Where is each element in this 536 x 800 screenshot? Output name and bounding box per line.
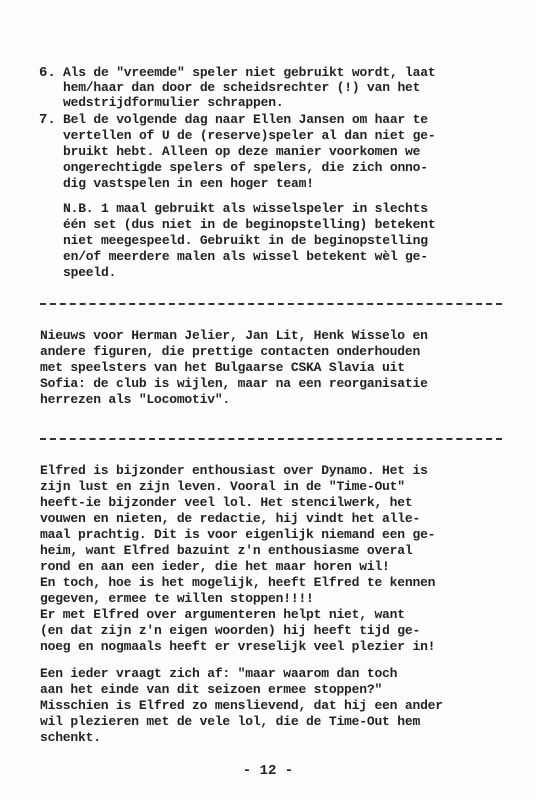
news-line-1: Nieuws voor Herman Jelier, Jan Lit, Henk Wisselo en	[40, 328, 428, 343]
elfred-p2-line-3: Misschien is Elfred zo menslievend, dat hij een ander	[40, 698, 443, 713]
elfred-p1-line-4: vouwen en nieten, de redactie, hij vindt het alle-	[40, 511, 421, 526]
elfred-p1-line-2: zijn lust en zijn leven. Vooral in de "Time-Out"	[40, 479, 405, 494]
item-7-line-5: dig vastspelen in een hoger team!	[63, 176, 314, 191]
news-line-2: andere figuren, die prettige contacten onderhouden	[40, 344, 421, 359]
elfred-p1-line-12: noeg en nogmaals heeft er vreselijk veel plezier in!	[40, 639, 436, 654]
item-7-number: 7.	[39, 112, 56, 128]
elfred-p1-line-11: (en dat zijn z'n eigen woorden) hij heeft tijd ge-	[40, 623, 421, 638]
page-number: - 12 -	[242, 763, 294, 779]
item-6-line-3: wedstrijdformulier schrappen.	[63, 95, 284, 110]
news-line-5: herrezen als "Locomotiv".	[40, 392, 231, 407]
elfred-p1-line-9: gegeven, ermee te willen stoppen!!!!	[40, 591, 314, 606]
item-7-line-3: bruikt hebt. Alleen op deze manier voorkomen we	[63, 144, 421, 159]
elfred-p1-line-10: Er met Elfred over argumenteren helpt niet, want	[40, 607, 405, 622]
elfred-p2-line-5: schenkt.	[40, 730, 101, 745]
item-7-line-1: Bel de volgende dag naar Ellen Jansen om haar te	[63, 112, 428, 127]
elfred-p1-line-3: heeft-ie bijzonder veel lol. Het stencilwerk, het	[40, 495, 413, 510]
section-divider-2	[40, 438, 502, 440]
elfred-p2-line-4: wil plezieren met de vele lol, die de Time-Out hem	[40, 714, 421, 729]
note-line-4: en/of meerdere malen als wissel betekent wèl ge-	[63, 249, 428, 264]
elfred-p1-line-6: heim, want Elfred bazuint z'n enthousiasme overal	[40, 543, 413, 558]
section-divider-1	[40, 303, 502, 305]
item-7-line-4: ongerechtigde spelers of spelers, die zich onno-	[63, 160, 428, 175]
item-6-number: 6.	[39, 65, 56, 81]
elfred-p1-line-5: maal prachtig. Dit is voor eigenlijk niemand een ge-	[40, 527, 436, 542]
elfred-p1-line-7: rond en aan een ieder, die het maar horen wil!	[40, 559, 390, 574]
elfred-p1-line-1: Elfred is bijzonder enthousiast over Dynamo. Het is	[40, 463, 428, 478]
item-6-line-1: Als de "vreemde" speler niet gebruikt wordt, laat	[63, 65, 436, 80]
item-6-line-2: hem/haar dan door de scheidsrechter (!) van het	[63, 80, 421, 95]
note-line-5: speeld.	[63, 265, 117, 280]
news-line-4: Sofia: de club is wijlen, maar na een reorganisatie	[40, 376, 428, 391]
news-line-3: met speelsters van het Bulgaarse CSKA Slavia uit	[40, 360, 405, 375]
note-line-1: N.B. 1 maal gebruikt als wisselspeler in slechts	[63, 201, 428, 216]
elfred-p2-line-2: aan het einde van dit seizoen ermee stoppen?"	[40, 682, 383, 697]
note-line-3: niet meegespeeld. Gebruikt in de beginopstelling	[63, 233, 428, 248]
elfred-p2-line-1: Een ieder vraagt zich af: "maar waarom dan toch	[40, 666, 398, 681]
elfred-p1-line-8: En toch, hoe is het mogelijk, heeft Elfred te kennen	[40, 575, 436, 590]
note-line-2: één set (dus niet in de beginopstelling) betekent	[63, 217, 436, 232]
item-7-line-2: vertellen of U de (reserve)speler al dan niet ge-	[63, 128, 436, 143]
